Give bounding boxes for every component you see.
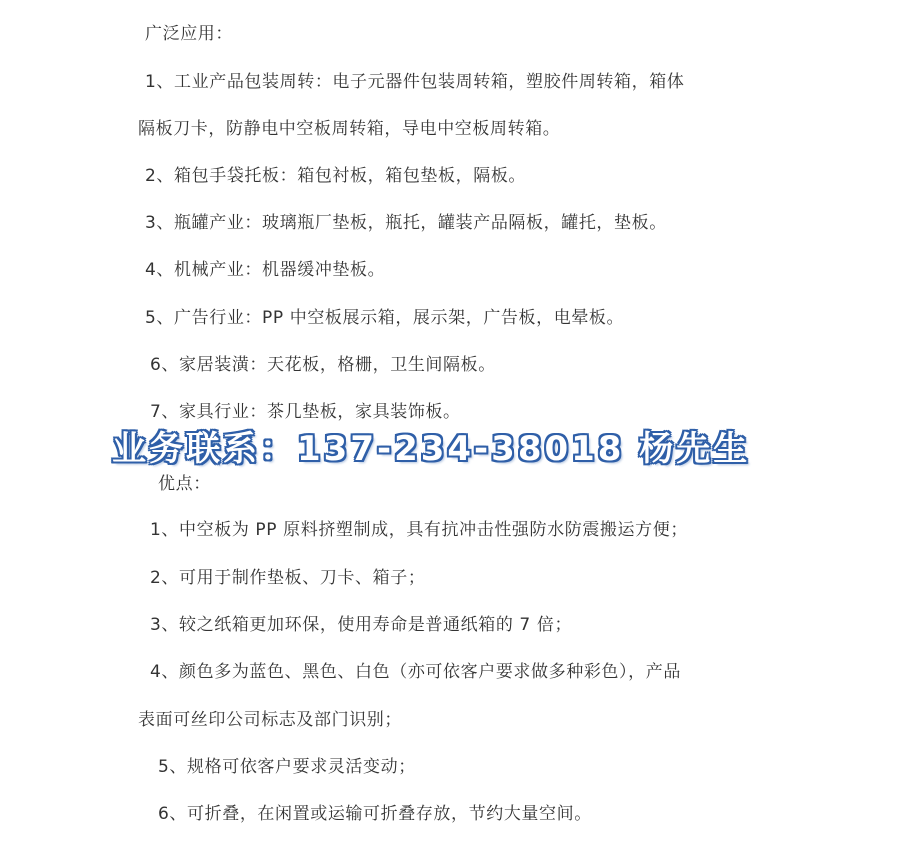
applications-heading: 广泛应用： — [145, 24, 233, 44]
application-item-5: 5、广告行业：PP 中空板展示箱，展示架，广告板，电晕板。 — [145, 308, 625, 328]
contact-banner: 业务联系：137-234-38018 杨先生 — [112, 429, 751, 469]
application-item-7: 7、家具行业：茶几垫板，家具装饰板。 — [150, 402, 461, 422]
application-item-1-continued: 隔板刀卡，防静电中空板周转箱，导电中空板周转箱。 — [138, 119, 561, 139]
advantages-heading: 优点： — [158, 474, 211, 494]
advantage-item-4-continued: 表面可丝印公司标志及部门识别； — [138, 710, 402, 730]
advantage-item-3: 3、较之纸箱更加环保，使用寿命是普通纸箱的 7 倍； — [150, 615, 573, 635]
advantage-item-2: 2、可用于制作垫板、刀卡、箱子； — [150, 568, 426, 588]
application-item-1: 1、工业产品包装周转：电子元器件包装周转箱，塑胶件周转箱，箱体 — [145, 72, 685, 92]
advantage-item-4: 4、颜色多为蓝色、黑色、白色（亦可依客户要求做多种彩色），产品 — [150, 662, 681, 682]
advantage-item-6: 6、可折叠，在闲置或运输可折叠存放，节约大量空间。 — [158, 804, 592, 824]
application-item-6: 6、家居装潢：天花板，格栅，卫生间隔板。 — [150, 355, 496, 375]
advantage-item-5: 5、规格可依客户要求灵活变动； — [158, 757, 416, 777]
application-item-2: 2、箱包手袋托板：箱包衬板，箱包垫板，隔板。 — [145, 166, 527, 186]
application-item-4: 4、机械产业：机器缓冲垫板。 — [145, 260, 386, 280]
advantage-item-1: 1、中空板为 PP 原料挤塑制成，具有抗冲击性强防水防震搬运方便； — [150, 520, 688, 540]
application-item-3: 3、瓶罐产业：玻璃瓶厂垫板，瓶托，罐装产品隔板，罐托，垫板。 — [145, 213, 667, 233]
